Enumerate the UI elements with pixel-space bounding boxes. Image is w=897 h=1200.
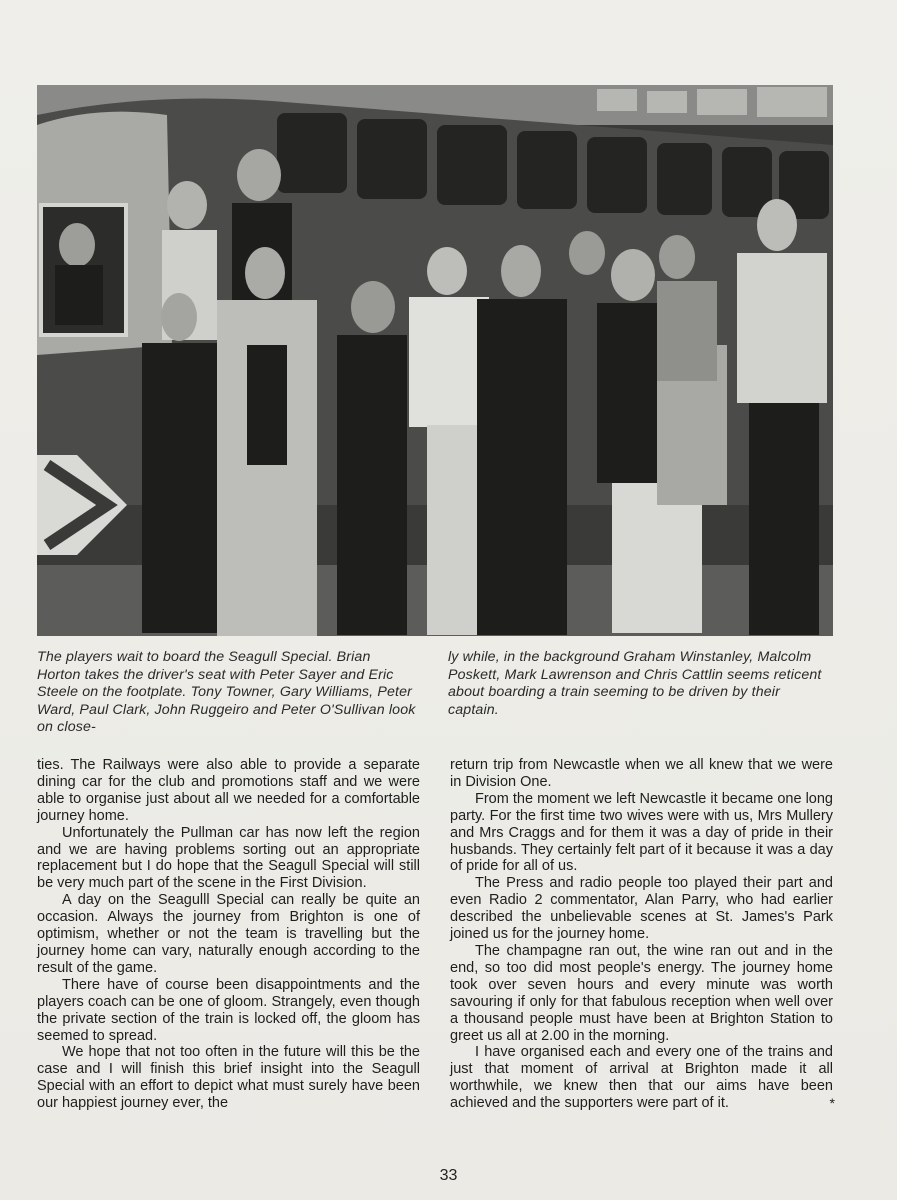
page-number: 33 [439,1167,458,1184]
article-paragraph: The champagne ran out, the wine ran out and in the end, so too did most people's energy. The journey home took over seven hours and every minute was worth savouring if only for that fabulous reception when well over a thousand people must have been at Brighton Station to greet us all at 2.00 in the morning. [450,942,833,1044]
article-paragraph: I have organised each and every one of the trains and just that moment of arrival at Brighton made it all worthwhile, we knew then that our aims have been achieved and the supporters were part of it. [450,1044,833,1112]
caption-text-left: The players wait to board the Seagull Special. Brian Horton takes the driver's seat with Peter Sayer and Eric Steele on the footplate. Tony Towner, Gary Williams, Peter Ward, Paul Clark, John Ruggeiro and Peter O'Sullivan look on close- [37,649,416,736]
team-train-photo [37,85,833,636]
article-column-left [37,757,420,1112]
photo-caption-left [37,649,417,737]
article-paragraph: Unfortunately the Pullman car has now left the region and we are having problems sorting out an appropriate replacement but I do hope that the Seagull Special will still be very much part of the scene in the First Division. [37,824,420,892]
end-mark: * [829,1095,835,1112]
article-paragraph: ties. The Railways were also able to provide a separate dining car for the club and promotions staff and we were able to organise just about all we needed for a comfortable journey home. [37,757,420,824]
article-paragraph: The Press and radio people too played their part and even Radio 2 commentator, Alan Parry, who had earlier described the unbelievable scenes at St. James's Park joined us for the journey home. [450,875,833,943]
photo-caption-right [448,649,828,719]
article-paragraph: From the moment we left Newcastle it became one long party. For the first time two wives were with us, Mrs Mullery and Mrs Craggs and for them it was a day of pride in their husbands. They certainly felt part of it because it was a day of pride for all of us. [450,790,833,875]
article-paragraph: We hope that not too often in the future will this be the case and I will finish this brief insight into the Seagull Special with an effort to depict what must surely have been our happiest journey ever, the [37,1044,420,1112]
article-paragraph: A day on the Seagulll Special can really be quite an occasion. Always the journey from Brighton is one of optimism, whether or not the team is travelling but the journey home can vary, naturally enough according to the result of the game. [37,892,420,976]
article-paragraph: There have of course been disappointments and the players coach can be one of gloom. Strangely, even though the private section of the train is locked off, the gloom has seemed to spread. [37,976,420,1044]
article-paragraph: return trip from Newcastle when we all knew that we were in Division One. [450,757,833,790]
caption-text-right: ly while, in the background Graham Winstanley, Malcolm Poskett, Mark Lawrenson and Chris Cattlin seems reticent about boarding a train seeming to be driven by their captain. [448,649,822,718]
article-column-right [450,757,833,1112]
